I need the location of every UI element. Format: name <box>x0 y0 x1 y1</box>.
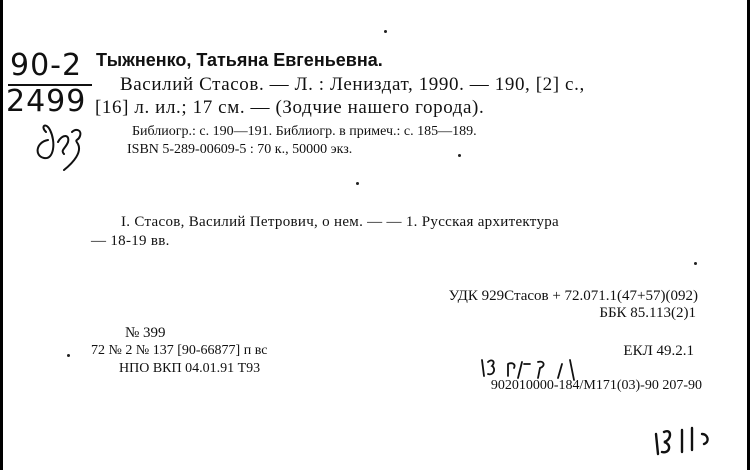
handwritten-initials-icon <box>652 420 722 460</box>
speck <box>458 154 461 157</box>
speck <box>694 262 697 265</box>
speck <box>356 182 359 185</box>
udk-code: УДК 929Стасов + 72.071.1(47+57)(092) <box>448 288 698 304</box>
call-number-top: 90-2 <box>10 48 83 83</box>
speck <box>67 354 70 357</box>
isbn-line: ISBN 5-289-00609-5 : 70 к., 50000 экз. <box>127 142 353 157</box>
card-left-edge <box>0 0 3 470</box>
title-line-2: [16] л. ил.; 17 см. — (Зодчие нашего города). <box>95 97 485 118</box>
tech-line: 72 № 2 № 137 [90-66877] п вс <box>91 343 268 358</box>
handwritten-mark-icon <box>28 112 108 182</box>
bbk-code: ББК 85.113(2)1 <box>599 305 696 321</box>
call-number-bottom: 2499 <box>6 84 87 119</box>
npo-line: НПО ВКП 04.01.91 Т93 <box>119 361 261 376</box>
ekl-code: ЕКЛ 49.2.1 <box>623 343 694 359</box>
author-heading: Тыжненко, Татьяна Евгеньевна. <box>96 50 383 70</box>
bibliography-note: Библиогр.: с. 190—191. Библиогр. в примеч.: с. 185—189. <box>132 124 477 139</box>
handwritten-note-icon <box>478 356 588 382</box>
title-line-1: Василий Стасов. — Л. : Лениздат, 1990. — 190, [2] с., <box>120 74 585 95</box>
speck <box>384 30 387 33</box>
publication-code: 902010000-184/М171(03)-90 207-90 <box>490 378 702 393</box>
subject-line-1: I. Стасов, Василий Петрович, о нем. — — 1. Русская архитектура <box>121 214 560 230</box>
subject-line-2: — 18-19 вв. <box>91 233 170 249</box>
card-number: № 399 <box>125 325 166 341</box>
